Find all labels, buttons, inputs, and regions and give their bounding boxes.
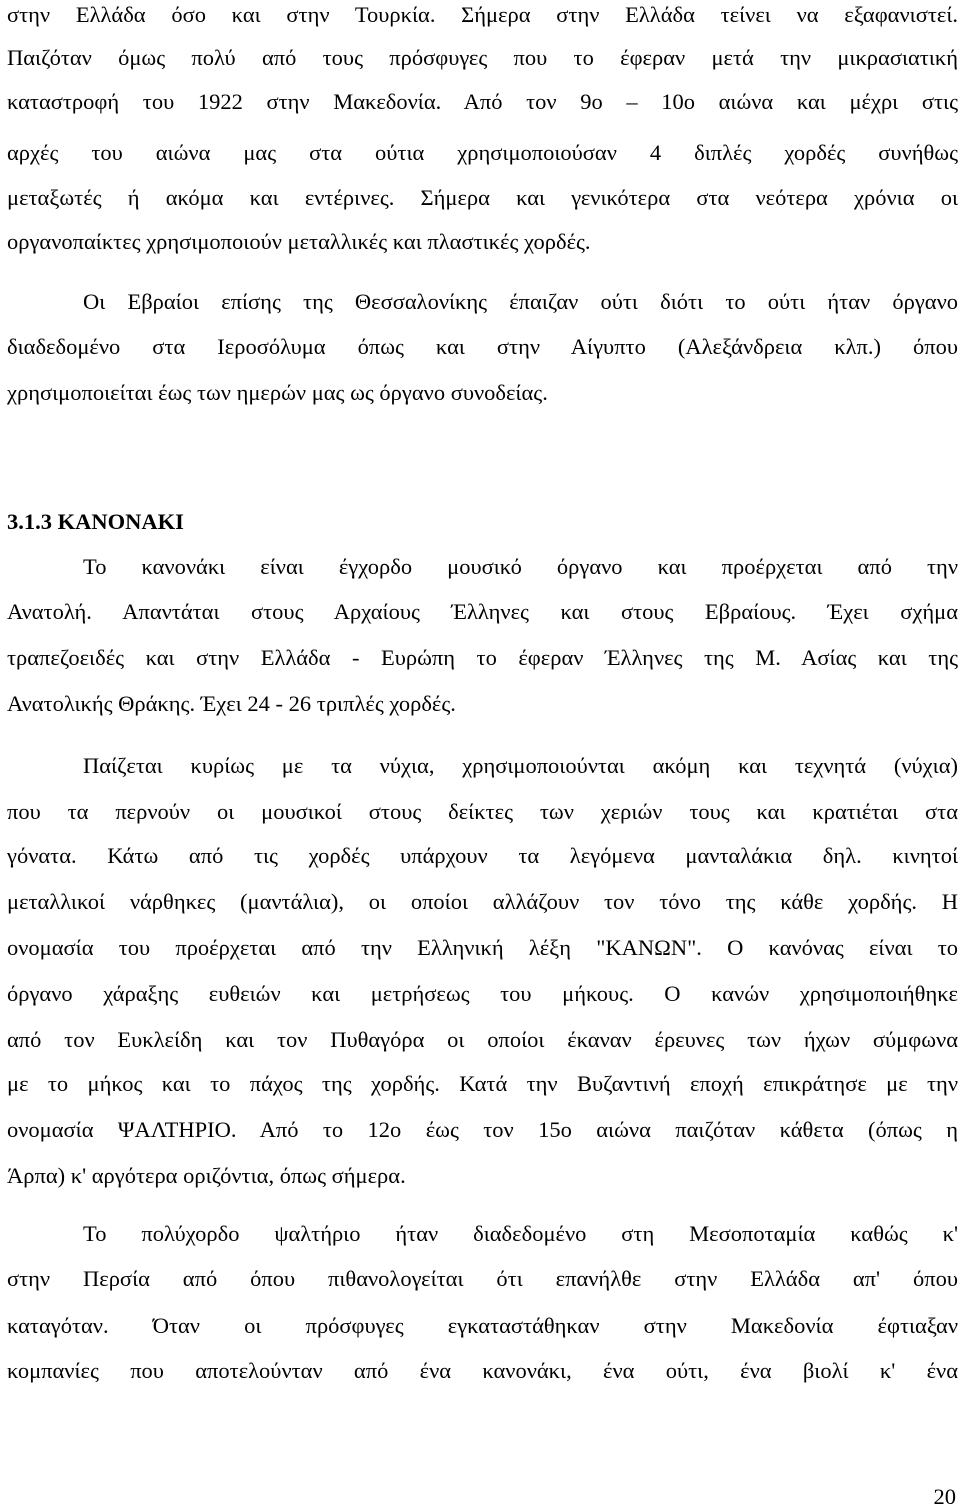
text-line: οργανοπαίκτες χρησιμοποιούν μεταλλικές και πλαστικές χορδές. xyxy=(7,229,591,254)
text-line: όργανο χάραξης ευθειών και μετρήσεως του μήκους. Ο κανών χρησιμοποιήθηκε xyxy=(7,981,958,1006)
text-line: Άρπα) κ' αργότερα οριζόντια, όπως σήμερα. xyxy=(7,1163,406,1188)
text-line: αρχές του αιώνα μας στα ούτια χρησιμοποιούσαν 4 διπλές χορδές συνήθως xyxy=(7,140,958,165)
text-line: μεταξωτές ή ακόμα και εντέρινες. Σήμερα και γενικότερα στα νεότερα χρόνια οι xyxy=(7,185,958,210)
text-line: Παιζόταν όμως πολύ από τους πρόσφυγες που το έφεραν μετά την μικρασιατική xyxy=(7,45,958,70)
text-line: Ανατολικής Θράκης. Έχει 24 - 26 τριπλές χορδές. xyxy=(7,691,456,716)
text-line: Οι Εβραίοι επίσης της Θεσσαλονίκης έπαιζαν ούτι διότι το ούτι ήταν όργανο xyxy=(83,289,958,314)
text-line: διαδεδομένο στα Ιεροσόλυμα όπως και στην Αίγυπτο (Αλεξάνδρεια κλπ.) όπου xyxy=(7,334,958,359)
section-heading: 3.1.3 ΚΑΝΟΝΑΚΙ xyxy=(7,509,184,534)
page-number: 20 xyxy=(933,1484,956,1509)
text-line: Ανατολή. Απαντάται στους Αρχαίους Έλληνες και στους Εβραίους. Έχει σχήμα xyxy=(7,599,958,624)
text-line: Το κανονάκι είναι έγχορδο μουσικό όργανο και προέρχεται από την xyxy=(83,554,958,579)
text-line: γόνατα. Κάτω από τις χορδές υπάρχουν τα λεγόμενα μανταλάκια δηλ. κινητοί xyxy=(7,843,958,868)
text-line: από τον Ευκλείδη και τον Πυθαγόρα οι οποίοι έκαναν έρευνες των ήχων σύμφωνα xyxy=(7,1027,958,1052)
text-line: ονομασία του προέρχεται από την Ελληνική λέξη "ΚΑΝΩΝ". Ο κανόνας είναι το xyxy=(7,935,958,960)
text-line: Το πολύχορδο ψαλτήριο ήταν διαδεδομένο στη Μεσοποταμία καθώς κ' xyxy=(83,1221,958,1246)
text-line: που τα περνούν οι μουσικοί στους δείκτες των χεριών τους και κρατιέται στα xyxy=(7,799,958,824)
text-line: ονομασία ΨΑΛΤΗΡΙΟ. Από το 12ο έως τον 15ο αιώνα παιζόταν κάθετα (όπως η xyxy=(7,1117,958,1142)
text-line: Παίζεται κυρίως με τα νύχια, χρησιμοποιούνται ακόμη και τεχνητά (νύχια) xyxy=(83,753,958,778)
text-line: κομπανίες που αποτελούνταν από ένα κανονάκι, ένα ούτι, ένα βιολί κ' ένα xyxy=(7,1358,958,1383)
text-line: τραπεζοειδές και στην Ελλάδα - Ευρώπη το έφεραν Έλληνες της Μ. Ασίας και της xyxy=(7,645,958,670)
text-line: στην Ελλάδα όσο και στην Τουρκία. Σήμερα στην Ελλάδα τείνει να εξαφανιστεί. xyxy=(7,2,958,27)
text-line: καταγόταν. Όταν οι πρόσφυγες εγκαταστάθηκαν στην Μακεδονία έφτιαξαν xyxy=(7,1313,958,1338)
text-line: χρησιμοποιείται έως των ημερών μας ως όργανο συνοδείας. xyxy=(7,380,548,405)
text-line: καταστροφή του 1922 στην Μακεδονία. Από τον 9ο – 10ο αιώνα και μέχρι στις xyxy=(7,89,958,114)
text-line: στην Περσία από όπου πιθανολογείται ότι επανήλθε στην Ελλάδα απ' όπου xyxy=(7,1266,958,1291)
text-line: με το μήκος και το πάχος της χορδής. Κατά την Βυζαντινή εποχή επικράτησε με την xyxy=(7,1071,958,1096)
text-line: μεταλλικοί νάρθηκες (μαντάλια), οι οποίοι αλλάζουν τον τόνο της κάθε χορδής. Η xyxy=(7,889,958,914)
